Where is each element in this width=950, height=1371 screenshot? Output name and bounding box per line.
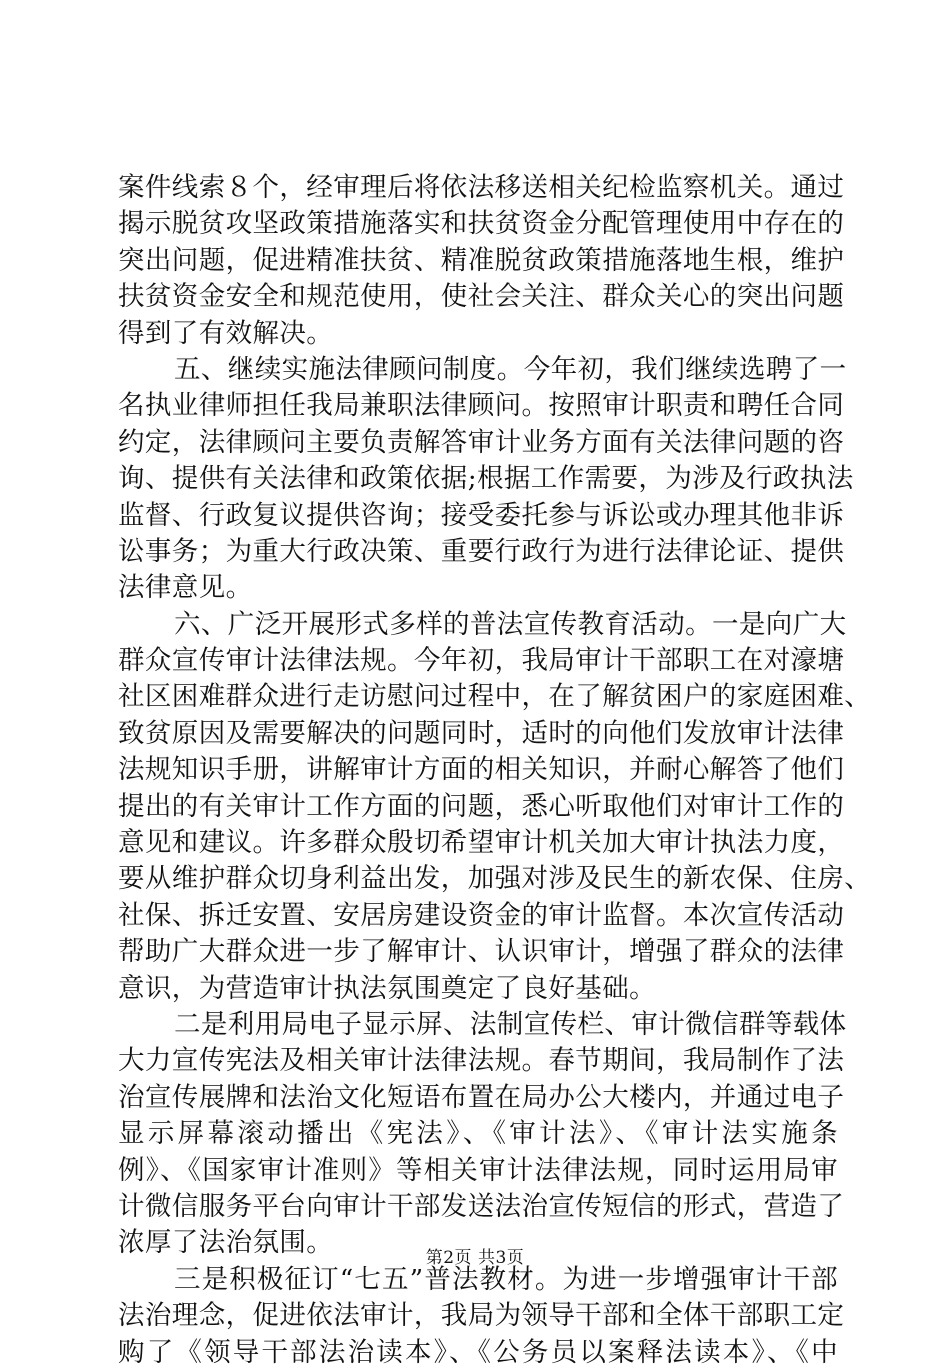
text-line: 意见和建议。许多群众殷切希望审计机关加大审计执法力度，	[118, 827, 845, 859]
text-line: 浓厚了法治氛围。	[118, 1227, 334, 1259]
text-line: 得到了有效解决。	[118, 317, 334, 349]
text-line: 社区困难群众进行走访慰问过程中，在了解贫困户的家庭困难、	[118, 681, 872, 713]
text-line: 社保、拆迁安置、安居房建设资金的审计监督。本次宣传活动	[118, 899, 845, 931]
body-text	[118, 170, 872, 1371]
text-line: 法治理念，促进依法审计，我局为领导干部和全体干部职工定	[118, 1300, 845, 1332]
text-line: 约定，法律顾问主要负责解答审计业务方面有关法律问题的咨	[118, 426, 845, 458]
text-line: 大力宣传宪法及相关审计法律法规。春节期间，我局制作了法	[118, 1045, 845, 1077]
text-line: 六、广泛开展形式多样的普法宣传教育活动。一是向广大	[174, 608, 847, 640]
text-line: 五、继续实施法律顾问制度。今年初，我们继续选聘了一	[174, 353, 847, 385]
text-line: 购了《领导干部法治读本》、《公务员以案释法读本》、《中	[118, 1336, 838, 1368]
text-line: 计微信服务平台向审计干部发送法治宣传短信的形式，营造了	[118, 1190, 845, 1222]
text-line: 例》、《国家审计准则》等相关审计法律法规，同时运用局审	[118, 1154, 838, 1186]
text-line: 扶贫资金安全和规范使用，使社会关注、群众关心的突出问题	[118, 281, 845, 313]
text-line: 询、提供有关法律和政策依据;根据工作需要，为涉及行政执法	[118, 463, 854, 495]
text-line: 名执业律师担任我局兼职法律顾问。按照审计职责和聘任合同	[118, 390, 845, 422]
text-line: 揭示脱贫攻坚政策措施落实和扶贫资金分配管理使用中存在的	[118, 208, 845, 240]
text-line: 案件线索８个，经审理后将依法移送相关纪检监察机关。通过	[118, 172, 845, 203]
text-line: 提出的有关审计工作方面的问题，悉心听取他们对审计工作的	[118, 790, 845, 822]
text-line: 要从维护群众切身利益出发，加强对涉及民生的新农保、住房、	[118, 863, 872, 895]
text-line: 法规知识手册，讲解审计方面的相关知识，并耐心解答了他们	[118, 754, 845, 786]
text-line: 显示屏幕滚动播出《宪法》、《审计法》、《审计法实施条	[118, 1118, 838, 1150]
text-line: 法律意见。	[118, 572, 253, 604]
text-line: 二是利用局电子显示屏、法制宣传栏、审计微信群等载体	[174, 1008, 847, 1040]
text-line: 突出问题，促进精准扶贫、精准脱贫政策措施落地生根，维护	[118, 244, 845, 276]
text-line: 讼事务；为重大行政决策、重要行政行为进行法律论证、提供	[118, 535, 845, 567]
text-line: 意识，为营造审计执法氛围奠定了良好基础。	[118, 972, 656, 1004]
text-line: 监督、行政复议提供咨询；接受委托参与诉讼或办理其他非诉	[118, 499, 845, 531]
text-line: 致贫原因及需要解决的问题同时，适时的向他们发放审计法律	[118, 717, 845, 749]
text-line: 治宣传展牌和法治文化短语布置在局办公大楼内，并通过电子	[118, 1081, 845, 1113]
text-line: 帮助广大群众进一步了解审计、认识审计，增强了群众的法律	[118, 936, 845, 968]
text-line: 三是积极征订“七五”普法教材。为进一步增强审计干部	[174, 1263, 838, 1295]
page-footer: 第2页 共3页	[425, 1248, 525, 1268]
text-line: 群众宣传审计法律法规。今年初，我局审计干部职工在对濠塘	[118, 645, 845, 677]
